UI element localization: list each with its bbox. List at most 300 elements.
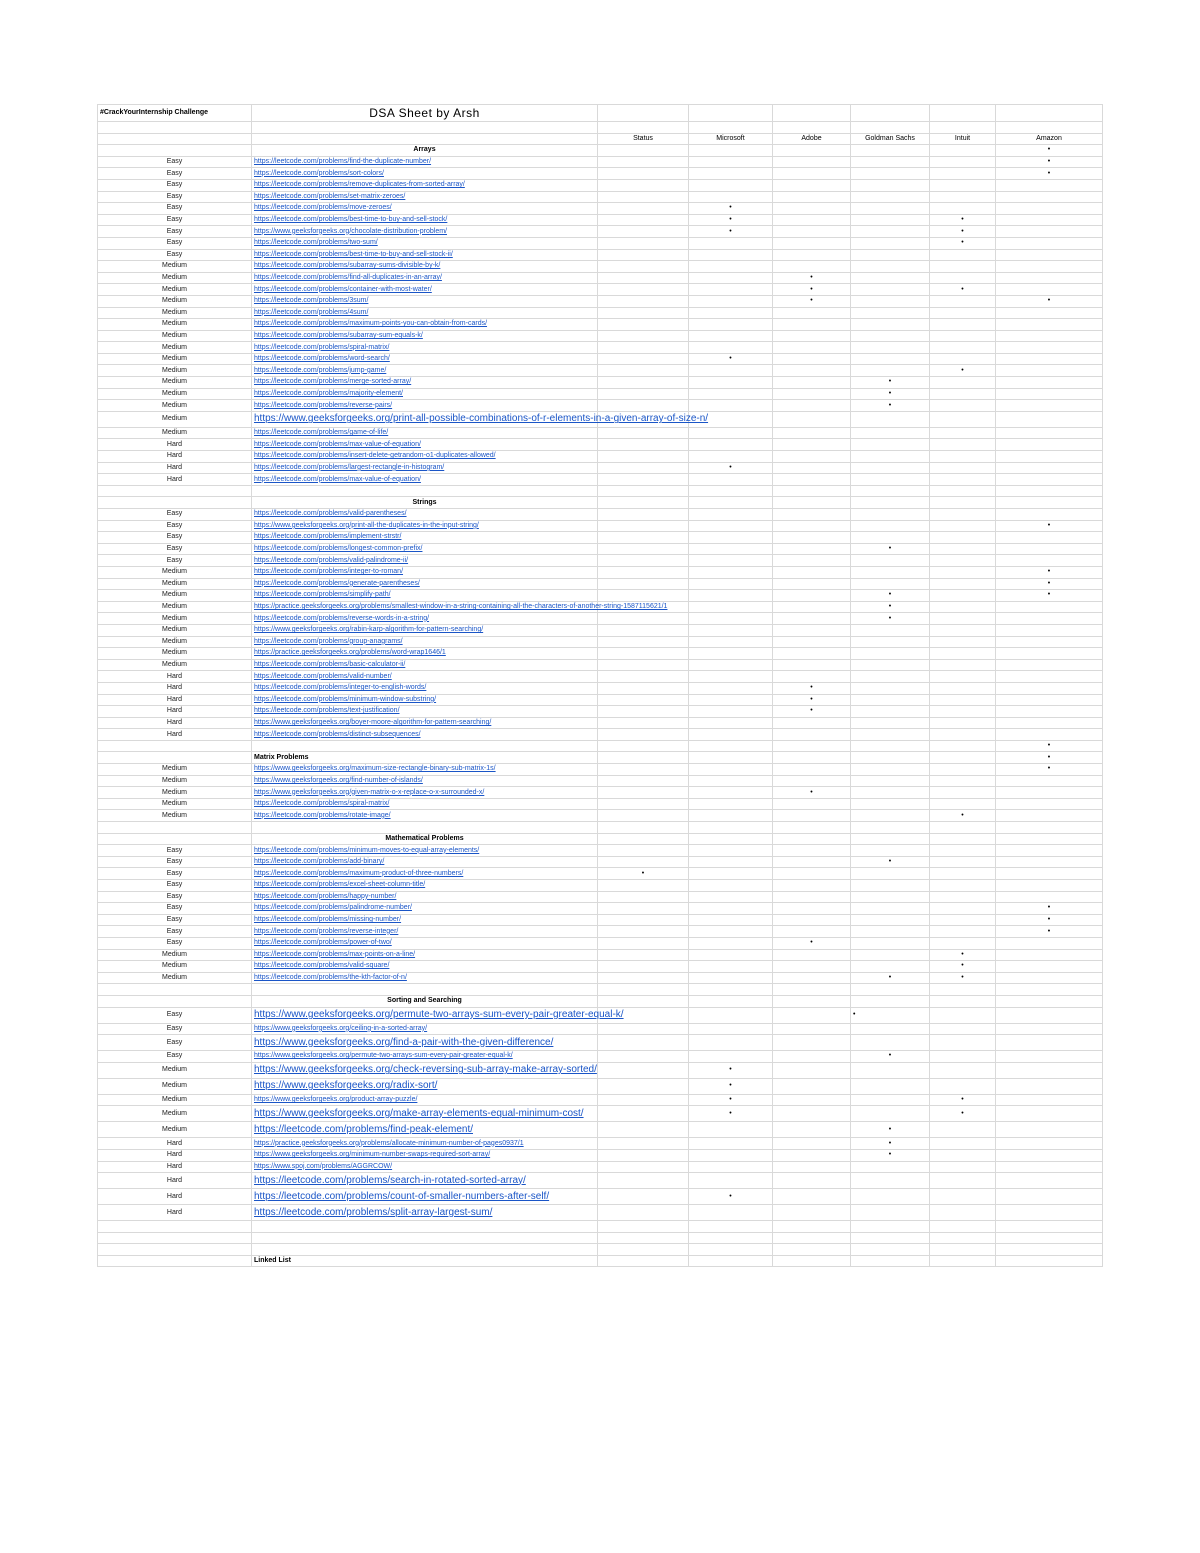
- company-mark: •: [930, 1106, 996, 1122]
- table-row: [98, 1161, 1103, 1173]
- table-row: [98, 624, 1103, 636]
- table-row: [98, 226, 1103, 238]
- company-mark: •: [689, 1094, 773, 1106]
- table-row: [98, 590, 1103, 602]
- blank-row: [98, 1244, 1103, 1256]
- table-row: [98, 295, 1103, 307]
- company-mark: •: [851, 590, 930, 602]
- problem-link[interactable]: https://www.geeksforgeeks.org/find-a-pair-with-the-given-difference/: [252, 1035, 598, 1051]
- label-row: [98, 752, 1103, 764]
- difficulty-cell: Easy: [98, 891, 252, 903]
- company-mark: •: [851, 972, 930, 984]
- problem-link[interactable]: https://leetcode.com/problems/valid-square/: [252, 961, 598, 973]
- table-row: [98, 156, 1103, 168]
- problem-link[interactable]: https://leetcode.com/problems/insert-delete-getrandom-o1-duplicates-allowed/: [252, 451, 598, 463]
- problem-link[interactable]: https://leetcode.com/problems/split-array-largest-sum/: [252, 1205, 598, 1221]
- difficulty-cell: Medium: [98, 330, 252, 342]
- problem-link[interactable]: https://leetcode.com/problems/remove-duplicates-from-sorted-array/: [252, 179, 598, 191]
- table-row: [98, 926, 1103, 938]
- problem-link[interactable]: https://leetcode.com/problems/find-the-duplicate-number/: [252, 156, 598, 168]
- problem-link[interactable]: https://practice.geeksforgeeks.org/problems/smallest-window-in-a-string-containing-all-the-characters-of-another-string-1587115621/1: [252, 601, 598, 613]
- problem-link[interactable]: https://www.geeksforgeeks.org/permute-two-arrays-sum-every-pair-greater-equal-k/: [252, 1051, 598, 1063]
- company-mark: •: [773, 694, 851, 706]
- problem-link[interactable]: https://leetcode.com/problems/palindrome-number/: [252, 903, 598, 915]
- company-mark: •: [851, 1138, 930, 1150]
- difficulty-cell: Medium: [98, 659, 252, 671]
- difficulty-cell: Easy: [98, 509, 252, 521]
- problem-link[interactable]: https://www.geeksforgeeks.org/rabin-karp-algorithm-for-pattern-searching/: [252, 624, 598, 636]
- company-mark: •: [773, 295, 851, 307]
- table-row: [98, 1035, 1103, 1051]
- label-row: [98, 1255, 1103, 1267]
- table-row: [98, 520, 1103, 532]
- difficulty-cell: Medium: [98, 613, 252, 625]
- table-row: [98, 937, 1103, 949]
- company-mark: •: [773, 787, 851, 799]
- difficulty-cell: Medium: [98, 1122, 252, 1138]
- company-mark: •: [689, 353, 773, 365]
- problem-link[interactable]: https://leetcode.com/problems/simplify-path/: [252, 590, 598, 602]
- company-mark: •: [689, 462, 773, 474]
- difficulty-cell: Easy: [98, 1007, 252, 1023]
- problem-link[interactable]: https://leetcode.com/problems/container-with-most-water/: [252, 284, 598, 296]
- company-mark: •: [689, 1189, 773, 1205]
- difficulty-cell: Hard: [98, 694, 252, 706]
- company-mark: •: [996, 903, 1103, 915]
- problem-link[interactable]: https://leetcode.com/problems/majority-element/: [252, 388, 598, 400]
- company-mark: •: [930, 237, 996, 249]
- company-mark: •: [689, 1062, 773, 1078]
- table-row: [98, 1149, 1103, 1161]
- problem-link[interactable]: https://leetcode.com/problems/missing-number/: [252, 914, 598, 926]
- header-amazon: Amazon: [996, 133, 1103, 145]
- header-row: [98, 133, 1103, 145]
- problem-link[interactable]: https://leetcode.com/problems/power-of-two/: [252, 937, 598, 949]
- problem-link[interactable]: https://leetcode.com/problems/happy-number/: [252, 891, 598, 903]
- problem-link[interactable]: https://www.geeksforgeeks.org/permute-two-arrays-sum-every-pair-greater-equal-k/: [252, 1007, 598, 1023]
- difficulty-cell: Hard: [98, 439, 252, 451]
- table-row: [98, 659, 1103, 671]
- company-mark: •: [930, 972, 996, 984]
- difficulty-cell: Medium: [98, 810, 252, 822]
- dsa-sheet-table: [97, 104, 1103, 1267]
- difficulty-cell: Hard: [98, 1138, 252, 1150]
- company-mark: •: [996, 168, 1103, 180]
- blank-row: [98, 1232, 1103, 1244]
- table-row: [98, 474, 1103, 486]
- header-goldman-sachs: Goldman Sachs: [851, 133, 930, 145]
- company-mark: •: [851, 601, 930, 613]
- company-mark: •: [773, 706, 851, 718]
- problem-link[interactable]: https://leetcode.com/problems/max-value-of-equation/: [252, 474, 598, 486]
- spacer-row: [98, 122, 1103, 134]
- difficulty-cell: Hard: [98, 706, 252, 718]
- difficulty-cell: Medium: [98, 949, 252, 961]
- blank-row: [98, 485, 1103, 497]
- table-row: [98, 601, 1103, 613]
- table-row: [98, 1062, 1103, 1078]
- table-row: [98, 191, 1103, 203]
- problem-link[interactable]: https://leetcode.com/problems/integer-to-english-words/: [252, 682, 598, 694]
- difficulty-cell: Medium: [98, 775, 252, 787]
- company-mark: •: [851, 856, 930, 868]
- difficulty-cell: Easy: [98, 156, 252, 168]
- table-row: [98, 555, 1103, 567]
- difficulty-cell: Medium: [98, 377, 252, 389]
- company-mark: •: [689, 214, 773, 226]
- difficulty-cell: Easy: [98, 1023, 252, 1035]
- problem-link[interactable]: https://leetcode.com/problems/search-in-rotated-sorted-array/: [252, 1173, 598, 1189]
- difficulty-cell: Hard: [98, 1149, 252, 1161]
- table-row: [98, 682, 1103, 694]
- problem-link[interactable]: https://leetcode.com/problems/spiral-matrix/: [252, 342, 598, 354]
- difficulty-cell: Medium: [98, 400, 252, 412]
- problem-link[interactable]: https://www.geeksforgeeks.org/minimum-number-swaps-required-sort-array/: [252, 1149, 598, 1161]
- problem-link[interactable]: https://leetcode.com/problems/find-all-duplicates-in-an-array/: [252, 272, 598, 284]
- table-row: [98, 717, 1103, 729]
- company-mark: •: [851, 377, 930, 389]
- problem-link[interactable]: https://leetcode.com/problems/subarray-sums-divisible-by-k/: [252, 261, 598, 273]
- header-adobe: Adobe: [773, 133, 851, 145]
- difficulty-cell: Hard: [98, 671, 252, 683]
- difficulty-cell: Medium: [98, 319, 252, 331]
- company-mark: •: [851, 388, 930, 400]
- difficulty-cell: Medium: [98, 284, 252, 296]
- table-row: [98, 1051, 1103, 1063]
- difficulty-cell: Medium: [98, 764, 252, 776]
- problem-link[interactable]: https://leetcode.com/problems/implement-strstr/: [252, 532, 598, 544]
- problem-link[interactable]: https://leetcode.com/problems/the-kth-factor-of-n/: [252, 972, 598, 984]
- problem-link[interactable]: https://leetcode.com/problems/count-of-smaller-numbers-after-self/: [252, 1189, 598, 1205]
- blank-row: [98, 740, 1103, 752]
- company-mark: •: [996, 156, 1103, 168]
- problem-link[interactable]: https://leetcode.com/problems/subarray-sum-equals-k/: [252, 330, 598, 342]
- difficulty-cell: Easy: [98, 555, 252, 567]
- table-row: [98, 694, 1103, 706]
- difficulty-cell: Easy: [98, 937, 252, 949]
- table-row: [98, 1106, 1103, 1122]
- difficulty-cell: Medium: [98, 295, 252, 307]
- difficulty-cell: Hard: [98, 1161, 252, 1173]
- table-row: [98, 1094, 1103, 1106]
- problem-link[interactable]: https://leetcode.com/problems/valid-number/: [252, 671, 598, 683]
- problem-link[interactable]: https://leetcode.com/problems/excel-sheet-column-title/: [252, 880, 598, 892]
- company-mark: •: [996, 520, 1103, 532]
- table-row: [98, 400, 1103, 412]
- section-title: Mathematical Problems: [252, 833, 598, 845]
- section-title: Sorting and Searching: [252, 995, 598, 1007]
- difficulty-cell: Easy: [98, 179, 252, 191]
- difficulty-cell: Hard: [98, 682, 252, 694]
- difficulty-cell: Medium: [98, 1094, 252, 1106]
- section-row: [98, 497, 1103, 509]
- header-intuit: Intuit: [930, 133, 996, 145]
- table-row: [98, 972, 1103, 984]
- difficulty-cell: Easy: [98, 214, 252, 226]
- difficulty-cell: Easy: [98, 926, 252, 938]
- company-mark: •: [996, 926, 1103, 938]
- problem-link[interactable]: https://leetcode.com/problems/best-time-to-buy-and-sell-stock/: [252, 214, 598, 226]
- problem-link[interactable]: https://www.geeksforgeeks.org/product-array-puzzle/: [252, 1094, 598, 1106]
- problem-link[interactable]: https://leetcode.com/problems/4sum/: [252, 307, 598, 319]
- problem-link[interactable]: https://leetcode.com/problems/text-justification/: [252, 706, 598, 718]
- problem-link[interactable]: https://leetcode.com/problems/max-points-on-a-line/: [252, 949, 598, 961]
- problem-link[interactable]: https://leetcode.com/problems/minimum-window-substring/: [252, 694, 598, 706]
- problem-link[interactable]: https://leetcode.com/problems/longest-common-prefix/: [252, 543, 598, 555]
- company-mark: •: [996, 740, 1103, 752]
- company-mark: •: [996, 578, 1103, 590]
- difficulty-cell: Easy: [98, 520, 252, 532]
- section-title: Arrays: [252, 145, 598, 157]
- section-title: Strings: [252, 497, 598, 509]
- problem-link[interactable]: https://leetcode.com/problems/spiral-matrix/: [252, 798, 598, 810]
- problem-link[interactable]: https://leetcode.com/problems/add-binary/: [252, 856, 598, 868]
- section-row: [98, 833, 1103, 845]
- problem-link[interactable]: https://leetcode.com/problems/word-search/: [252, 353, 598, 365]
- table-row: [98, 810, 1103, 822]
- difficulty-cell: Easy: [98, 903, 252, 915]
- table-row: [98, 330, 1103, 342]
- problem-link[interactable]: https://leetcode.com/problems/game-of-life/: [252, 427, 598, 439]
- table-row: [98, 388, 1103, 400]
- problem-link[interactable]: https://leetcode.com/problems/integer-to-roman/: [252, 566, 598, 578]
- difficulty-cell: Hard: [98, 729, 252, 741]
- table-row: [98, 261, 1103, 273]
- problem-link[interactable]: https://leetcode.com/problems/jump-game/: [252, 365, 598, 377]
- table-row: [98, 845, 1103, 857]
- table-row: [98, 868, 1103, 880]
- difficulty-cell: Medium: [98, 411, 252, 427]
- difficulty-cell: Medium: [98, 624, 252, 636]
- company-mark: •: [930, 1094, 996, 1106]
- problem-link[interactable]: https://leetcode.com/problems/distinct-subsequences/: [252, 729, 598, 741]
- problem-link[interactable]: https://leetcode.com/problems/two-sum/: [252, 237, 598, 249]
- company-mark: •: [996, 914, 1103, 926]
- problem-link[interactable]: https://leetcode.com/problems/move-zeroes/: [252, 203, 598, 215]
- company-mark: •: [930, 226, 996, 238]
- difficulty-cell: Medium: [98, 648, 252, 660]
- company-mark: •: [996, 145, 1103, 157]
- table-row: [98, 237, 1103, 249]
- table-row: [98, 307, 1103, 319]
- header-microsoft: Microsoft: [689, 133, 773, 145]
- problem-link[interactable]: https://leetcode.com/problems/reverse-words-in-a-string/: [252, 613, 598, 625]
- problem-link[interactable]: https://www.geeksforgeeks.org/ceiling-in-a-sorted-array/: [252, 1023, 598, 1035]
- problem-link[interactable]: https://practice.geeksforgeeks.org/problems/word-wrap1646/1: [252, 648, 598, 660]
- sheet-title: DSA Sheet by Arsh: [252, 105, 598, 122]
- company-mark: •: [851, 1149, 930, 1161]
- difficulty-cell: Hard: [98, 1205, 252, 1221]
- company-mark: •: [930, 810, 996, 822]
- challenge-label: #CrackYourInternship Challenge: [98, 105, 252, 122]
- difficulty-cell: Medium: [98, 578, 252, 590]
- difficulty-cell: Medium: [98, 566, 252, 578]
- table-row: [98, 365, 1103, 377]
- difficulty-cell: Easy: [98, 1051, 252, 1063]
- company-mark: •: [930, 961, 996, 973]
- company-mark: •: [773, 272, 851, 284]
- problem-link[interactable]: https://www.geeksforgeeks.org/make-array-elements-equal-minimum-cost/: [252, 1106, 598, 1122]
- company-mark: •: [930, 284, 996, 296]
- difficulty-cell: Easy: [98, 226, 252, 238]
- problem-link[interactable]: https://www.geeksforgeeks.org/print-all-possible-combinations-of-r-elements-in-a-given-array-of-size-n/: [252, 411, 598, 427]
- table-row: [98, 636, 1103, 648]
- table-row: [98, 532, 1103, 544]
- problem-link[interactable]: https://leetcode.com/problems/sort-colors/: [252, 168, 598, 180]
- difficulty-cell: Easy: [98, 914, 252, 926]
- table-row: [98, 427, 1103, 439]
- problem-link[interactable]: https://www.geeksforgeeks.org/given-matrix-o-x-replace-o-x-surrounded-x/: [252, 787, 598, 799]
- difficulty-cell: Easy: [98, 543, 252, 555]
- difficulty-cell: Easy: [98, 868, 252, 880]
- problem-link[interactable]: https://leetcode.com/problems/set-matrix-zeroes/: [252, 191, 598, 203]
- difficulty-cell: Easy: [98, 203, 252, 215]
- table-row: [98, 880, 1103, 892]
- blank-row: [98, 1221, 1103, 1233]
- section-label: Linked List: [252, 1255, 598, 1267]
- problem-link[interactable]: https://www.geeksforgeeks.org/find-number-of-islands/: [252, 775, 598, 787]
- problem-link[interactable]: https://leetcode.com/problems/maximum-product-of-three-numbers/: [252, 868, 598, 880]
- company-mark: •: [689, 203, 773, 215]
- difficulty-cell: Medium: [98, 1062, 252, 1078]
- table-row: [98, 543, 1103, 555]
- difficulty-cell: Medium: [98, 636, 252, 648]
- company-mark: •: [851, 1007, 930, 1023]
- table-row: [98, 272, 1103, 284]
- table-row: [98, 214, 1103, 226]
- problem-link[interactable]: https://leetcode.com/problems/merge-sorted-array/: [252, 377, 598, 389]
- difficulty-cell: Medium: [98, 1106, 252, 1122]
- difficulty-cell: Medium: [98, 272, 252, 284]
- difficulty-cell: Hard: [98, 717, 252, 729]
- section-row: [98, 995, 1103, 1007]
- table-row: [98, 353, 1103, 365]
- problem-link[interactable]: https://leetcode.com/problems/reverse-pairs/: [252, 400, 598, 412]
- difficulty-cell: Medium: [98, 961, 252, 973]
- table-row: [98, 949, 1103, 961]
- problem-link[interactable]: https://leetcode.com/problems/generate-parentheses/: [252, 578, 598, 590]
- table-row: [98, 648, 1103, 660]
- problem-link[interactable]: https://leetcode.com/problems/valid-parentheses/: [252, 509, 598, 521]
- problem-link[interactable]: https://www.geeksforgeeks.org/chocolate-distribution-problem/: [252, 226, 598, 238]
- table-row: [98, 411, 1103, 427]
- difficulty-cell: Medium: [98, 307, 252, 319]
- difficulty-cell: Medium: [98, 787, 252, 799]
- difficulty-cell: Hard: [98, 474, 252, 486]
- table-row: [98, 613, 1103, 625]
- table-row: [98, 961, 1103, 973]
- table-row: [98, 903, 1103, 915]
- company-mark: •: [930, 214, 996, 226]
- table-row: [98, 787, 1103, 799]
- difficulty-cell: Easy: [98, 845, 252, 857]
- problem-link[interactable]: https://practice.geeksforgeeks.org/problems/allocate-minimum-number-of-pages0937/1: [252, 1138, 598, 1150]
- company-mark: •: [689, 1078, 773, 1094]
- difficulty-cell: Hard: [98, 1189, 252, 1205]
- problem-link[interactable]: https://www.geeksforgeeks.org/maximum-size-rectangle-binary-sub-matrix-1s/: [252, 764, 598, 776]
- problem-link[interactable]: https://leetcode.com/problems/maximum-points-you-can-obtain-from-cards/: [252, 319, 598, 331]
- table-row: [98, 729, 1103, 741]
- problem-link[interactable]: https://leetcode.com/problems/find-peak-element/: [252, 1122, 598, 1138]
- company-mark: •: [773, 937, 851, 949]
- difficulty-cell: Easy: [98, 237, 252, 249]
- table-row: [98, 168, 1103, 180]
- company-mark: •: [773, 682, 851, 694]
- difficulty-cell: Easy: [98, 856, 252, 868]
- table-row: [98, 1023, 1103, 1035]
- difficulty-cell: Medium: [98, 365, 252, 377]
- problem-link[interactable]: https://www.geeksforgeeks.org/radix-sort/: [252, 1078, 598, 1094]
- table-row: [98, 891, 1103, 903]
- table-row: [98, 439, 1103, 451]
- problem-link[interactable]: https://www.geeksforgeeks.org/print-all-the-duplicates-in-the-input-string/: [252, 520, 598, 532]
- difficulty-cell: Medium: [98, 1078, 252, 1094]
- table-row: [98, 451, 1103, 463]
- blank-row: [98, 822, 1103, 834]
- table-row: [98, 342, 1103, 354]
- problem-link[interactable]: https://leetcode.com/problems/valid-palindrome-ii/: [252, 555, 598, 567]
- difficulty-cell: Medium: [98, 972, 252, 984]
- problem-link[interactable]: https://leetcode.com/problems/rotate-image/: [252, 810, 598, 822]
- table-row: [98, 671, 1103, 683]
- problem-link[interactable]: https://leetcode.com/problems/basic-calculator-ii/: [252, 659, 598, 671]
- table-row: [98, 1078, 1103, 1094]
- company-mark: •: [851, 1051, 930, 1063]
- table-row: [98, 1007, 1103, 1023]
- company-mark: •: [996, 295, 1103, 307]
- company-mark: •: [851, 543, 930, 555]
- table-row: [98, 1173, 1103, 1189]
- difficulty-cell: Easy: [98, 1035, 252, 1051]
- problem-link[interactable]: https://www.geeksforgeeks.org/boyer-moore-algorithm-for-pattern-searching/: [252, 717, 598, 729]
- header-status: Status: [598, 133, 689, 145]
- table-row: [98, 377, 1103, 389]
- table-row: [98, 319, 1103, 331]
- section-row: [98, 145, 1103, 157]
- table-row: [98, 284, 1103, 296]
- company-mark: •: [598, 868, 689, 880]
- problem-link[interactable]: https://leetcode.com/problems/3sum/: [252, 295, 598, 307]
- table-row: [98, 706, 1103, 718]
- company-mark: •: [996, 764, 1103, 776]
- title-row: [98, 105, 1103, 122]
- difficulty-cell: Easy: [98, 168, 252, 180]
- table-row: [98, 1189, 1103, 1205]
- problem-link[interactable]: https://leetcode.com/problems/minimum-moves-to-equal-array-elements/: [252, 845, 598, 857]
- table-row: [98, 1122, 1103, 1138]
- company-mark: •: [689, 226, 773, 238]
- difficulty-cell: Medium: [98, 590, 252, 602]
- problem-link[interactable]: https://leetcode.com/problems/largest-rectangle-in-histogram/: [252, 462, 598, 474]
- company-mark: •: [996, 590, 1103, 602]
- problem-link[interactable]: https://leetcode.com/problems/best-time-to-buy-and-sell-stock-ii/: [252, 249, 598, 261]
- table-row: [98, 856, 1103, 868]
- problem-link[interactable]: https://www.spoj.com/problems/AGGRCOW/: [252, 1161, 598, 1173]
- difficulty-cell: Easy: [98, 532, 252, 544]
- problem-link[interactable]: https://leetcode.com/problems/reverse-integer/: [252, 926, 598, 938]
- table-row: [98, 203, 1103, 215]
- difficulty-cell: Medium: [98, 261, 252, 273]
- problem-link[interactable]: https://leetcode.com/problems/max-value-of-equation/: [252, 439, 598, 451]
- table-row: [98, 1138, 1103, 1150]
- table-row: [98, 249, 1103, 261]
- company-mark: •: [773, 284, 851, 296]
- problem-link[interactable]: https://www.geeksforgeeks.org/check-reversing-sub-array-make-array-sorted/: [252, 1062, 598, 1078]
- table-row: [98, 775, 1103, 787]
- table-row: [98, 578, 1103, 590]
- difficulty-cell: Medium: [98, 342, 252, 354]
- problem-link[interactable]: https://leetcode.com/problems/group-anagrams/: [252, 636, 598, 648]
